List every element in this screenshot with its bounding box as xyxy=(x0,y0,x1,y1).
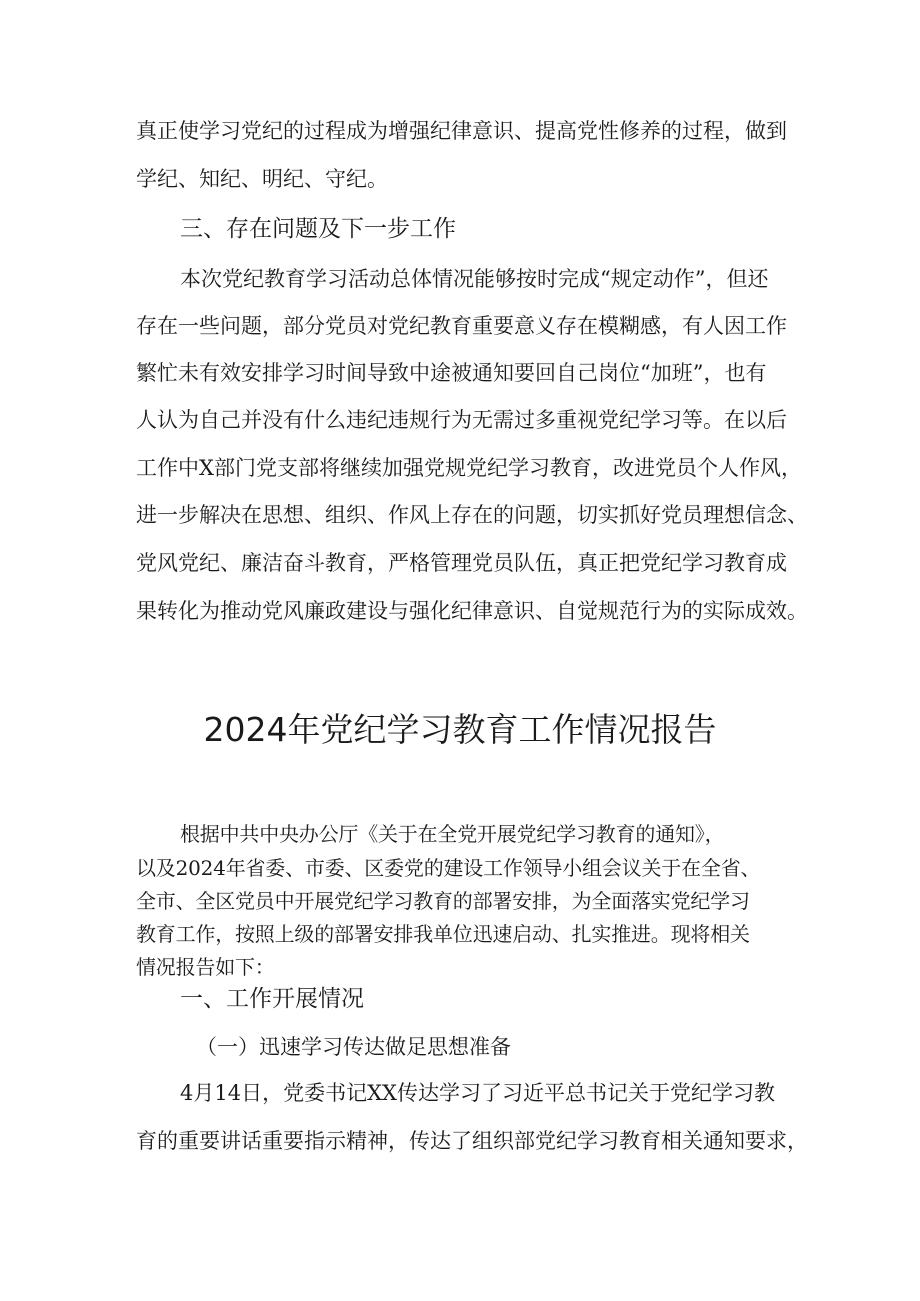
paragraph-line: 存在一些问题，部分党员对党纪教育重要意义存在模糊感，有人因工作 xyxy=(136,314,787,338)
paragraph-line: 果转化为推动党风廉政建设与强化纪律意识、自觉规范行为的实际成效。 xyxy=(136,599,808,623)
paragraph-line: 本次党纪教育学习活动总体情况能够按时完成“规定动作”，但还 xyxy=(180,267,769,291)
paragraph-line: 真正使学习党纪的过程成为增强纪律意识、提高党性修养的过程，做到 xyxy=(136,119,787,143)
paragraph-line: 情况报告如下： xyxy=(136,955,275,979)
section-heading: 一、工作开展情况 xyxy=(180,986,364,1012)
paragraph-line: 根据中共中央办公厅《关于在全党开展党纪学习教育的通知》， xyxy=(180,822,725,846)
paragraph-line: 繁忙未有效安排学习时间导致中途被通知要回自己岗位“加班”，也有 xyxy=(136,361,767,385)
document-title: 2024年党纪学习教育工作情况报告 xyxy=(203,710,717,749)
paragraph-line: 工作中X部门党支部将继续加强党规党纪学习教育，改进党员个人作风， xyxy=(136,456,802,480)
paragraph-line: 教育工作，按照上级的部署安排我单位迅速启动、扎实推进。现将相关 xyxy=(136,922,750,946)
paragraph-line: 党风党纪、廉洁奋斗教育，严格管理党员队伍，真正把党纪学习教育成 xyxy=(136,551,787,575)
paragraph-line: 育的重要讲话重要指示精神，传达了组织部党纪学习教育相关通知要求， xyxy=(136,1129,808,1153)
paragraph-line: 以及2024年省委、市委、区委党的建设工作领导小组会议关于在全省、 xyxy=(136,856,761,880)
paragraph-line: 进一步解决在思想、组织、作风上存在的问题，切实抓好党员理想信念、 xyxy=(136,503,808,527)
paragraph-line: 4月14日，党委书记XX传达学习了习近平总书记关于党纪学习教 xyxy=(180,1081,775,1105)
paragraph-line: 人认为自己并没有什么违纪违规行为无需过多重视党纪学习等。在以后 xyxy=(136,408,787,432)
section-heading: 三、存在问题及下一步工作 xyxy=(180,216,456,242)
subsection-heading: （一）迅速学习传达做足思想准备 xyxy=(196,1035,511,1059)
paragraph-line: 全市、全区党员中开展党纪学习教育的部署安排，为全面落实党纪学习 xyxy=(136,889,750,913)
paragraph-line: 学纪、知纪、明纪、守纪。 xyxy=(136,167,388,191)
